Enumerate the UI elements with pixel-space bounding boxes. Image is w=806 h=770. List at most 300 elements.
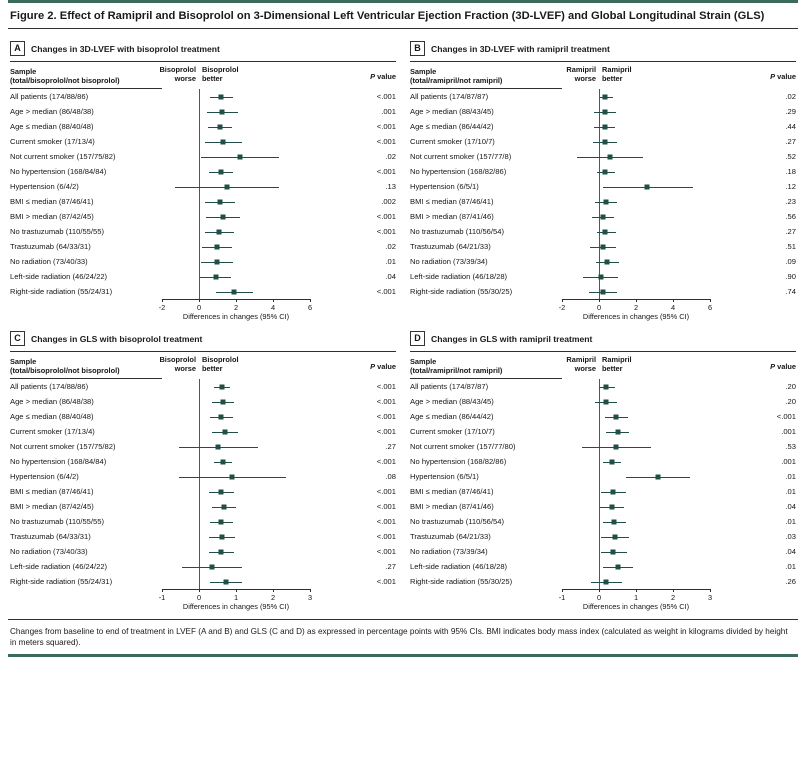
row-plot-cell [162, 224, 350, 239]
row-plot-cell [562, 559, 750, 574]
zero-reference-line [199, 149, 200, 164]
table-row [410, 239, 796, 254]
row-sample-label: No radiation (73/40/33) [10, 547, 88, 556]
point-estimate-marker [598, 274, 603, 279]
row-sample-label: No hypertension (168/82/86) [410, 457, 507, 466]
axis-row [410, 299, 796, 325]
point-estimate-marker [612, 534, 617, 539]
point-estimate-marker [221, 139, 226, 144]
table-row [10, 149, 396, 164]
row-pvalue: <.001 [376, 547, 396, 556]
row-pvalue: .01 [785, 487, 796, 496]
row-sample-label: BMI > median (87/42/45) [10, 502, 94, 511]
row-pvalue: .12 [785, 182, 796, 191]
x-axis-title: Differences in changes (95% CI) [182, 602, 290, 611]
row-plot-cell [562, 164, 750, 179]
row-pvalue: .20 [785, 382, 796, 391]
zero-reference-line [199, 529, 200, 544]
row-sample-label: BMI > median (87/42/45) [10, 212, 94, 221]
row-pvalue: .002 [381, 197, 396, 206]
x-axis [558, 299, 750, 325]
direction-labels-header [159, 65, 350, 88]
zero-reference-line [199, 239, 200, 254]
axis-spacer-left [410, 299, 562, 325]
point-estimate-marker [604, 399, 609, 404]
table-row [410, 499, 796, 514]
panel-b [410, 35, 796, 325]
point-estimate-marker [219, 519, 224, 524]
axis-tick-label: 1 [633, 593, 639, 602]
panel-divider [10, 61, 396, 62]
table-row [410, 254, 796, 269]
row-plot-cell [162, 134, 350, 149]
row-pvalue: <.001 [776, 412, 796, 421]
row-pvalue: .13 [385, 182, 396, 191]
row-pvalue: .001 [781, 427, 796, 436]
table-row [410, 134, 796, 149]
panel-d [410, 325, 796, 615]
axis-spacer-left [10, 299, 162, 325]
row-plot-cell [162, 239, 350, 254]
point-estimate-marker [214, 244, 219, 249]
row-plot-cell [562, 454, 750, 469]
row-pvalue: <.001 [376, 427, 396, 436]
table-row [410, 119, 796, 134]
table-row [10, 134, 396, 149]
point-estimate-marker [219, 414, 224, 419]
zero-reference-line [599, 424, 600, 439]
row-plot-cell [162, 439, 350, 454]
axis-tick [636, 589, 637, 592]
row-pvalue: .08 [385, 472, 396, 481]
table-row [10, 544, 396, 559]
row-sample-label: Right-side radiation (55/30/25) [410, 577, 513, 586]
figure-title: Figure 2. Effect of Ramipril and Bisoprolol on 3-Dimensional Left Ventricular Ejection Fraction (3D-LVEF) and Global Longitudinal Strain (GLS) [10, 10, 765, 22]
point-estimate-marker [219, 534, 224, 539]
row-plot-cell [162, 409, 350, 424]
point-estimate-marker [600, 289, 605, 294]
axis-spacer-right [750, 299, 796, 325]
point-estimate-marker [230, 474, 235, 479]
point-estimate-marker [645, 184, 650, 189]
x-axis-title: Differences in changes (95% CI) [182, 312, 290, 321]
better-label: Bisoprolol better [202, 355, 239, 373]
zero-reference-line [199, 544, 200, 559]
row-sample-label: Age > median (86/48/38) [10, 107, 94, 116]
zero-reference-line [599, 409, 600, 424]
point-estimate-marker [219, 169, 224, 174]
row-plot-cell [562, 104, 750, 119]
row-plot-cell [162, 574, 350, 589]
row-pvalue: .01 [785, 517, 796, 526]
row-plot-cell [562, 574, 750, 589]
axis-tick-label: 0 [196, 593, 202, 602]
axis-tick-label: 0 [196, 303, 202, 312]
row-sample-label: Trastuzumab (64/33/31) [10, 532, 91, 541]
row-pvalue: <.001 [376, 517, 396, 526]
row-pvalue: <.001 [376, 382, 396, 391]
row-plot-cell [162, 484, 350, 499]
row-pvalue: <.001 [376, 457, 396, 466]
x-axis-title: Differences in changes (95% CI) [582, 602, 690, 611]
row-pvalue: <.001 [376, 227, 396, 236]
panel-a [10, 35, 396, 325]
row-plot-cell [162, 104, 350, 119]
row-pvalue: <.001 [376, 487, 396, 496]
forest-table [410, 66, 796, 325]
table-row [10, 179, 396, 194]
figure-footnote: Changes from baseline to end of treatment in LVEF (A and B) and GLS (C and D) as expressed in percentage points with 95% CIs. BMI indicates body mass index (calculated as weight in kilograms divided by height in meters squared). [10, 627, 788, 648]
point-estimate-marker [219, 384, 224, 389]
axis-tick-label: 0 [596, 303, 602, 312]
zero-reference-line [199, 104, 200, 119]
sample-column-header: Sample (total/ramipril/not ramipril) [410, 67, 503, 85]
row-sample-label: Not current smoker (157/75/82) [10, 152, 116, 161]
axis-tick [673, 589, 674, 592]
row-pvalue: .03 [785, 532, 796, 541]
zero-reference-line [199, 89, 200, 104]
table-header-row [410, 356, 796, 378]
row-plot-cell [162, 559, 350, 574]
point-estimate-marker [218, 124, 223, 129]
row-plot-cell [562, 284, 750, 299]
worse-label: Bisoprolol worse [159, 355, 196, 373]
row-sample-label: Age ≤ median (86/44/42) [410, 412, 494, 421]
point-estimate-marker [213, 274, 218, 279]
axis-spacer-left [10, 589, 162, 615]
table-row [410, 179, 796, 194]
point-estimate-marker [656, 474, 661, 479]
pvalue-column-header: P value [770, 361, 796, 371]
point-estimate-marker [604, 579, 609, 584]
axis-tick-label: 6 [307, 303, 313, 312]
row-plot-cell [562, 254, 750, 269]
table-row [410, 194, 796, 209]
table-row [410, 89, 796, 104]
row-pvalue: <.001 [376, 412, 396, 421]
row-pvalue: .51 [785, 242, 796, 251]
row-sample-label: BMI ≤ median (87/46/41) [410, 197, 494, 206]
pvalue-column-header: P value [370, 361, 396, 371]
row-pvalue: .26 [785, 577, 796, 586]
row-plot-cell [162, 209, 350, 224]
sample-column-header: Sample (total/ramipril/not ramipril) [410, 357, 503, 375]
axis-tick [562, 299, 563, 302]
row-plot-cell [162, 499, 350, 514]
table-row [10, 104, 396, 119]
axis-spacer-left [410, 589, 562, 615]
direction-labels-header [562, 66, 750, 88]
zero-reference-line [199, 164, 200, 179]
direction-labels-header [562, 356, 750, 378]
row-pvalue: .20 [785, 397, 796, 406]
row-plot-cell [162, 529, 350, 544]
row-plot-cell [162, 469, 350, 484]
row-pvalue: .01 [785, 472, 796, 481]
row-sample-label: Age > median (88/43/45) [410, 397, 494, 406]
row-sample-label: Right-side radiation (55/24/31) [10, 287, 113, 296]
axis-row [410, 589, 796, 615]
row-plot-cell [162, 544, 350, 559]
row-sample-label: Left-side radiation (46/18/28) [410, 272, 508, 281]
row-sample-label: No hypertension (168/82/86) [410, 167, 507, 176]
row-plot-cell [162, 164, 350, 179]
panel-letter: B [410, 41, 425, 56]
row-sample-label: Not current smoker (157/77/80) [410, 442, 516, 451]
row-sample-label: No hypertension (168/84/84) [10, 457, 107, 466]
table-row [410, 559, 796, 574]
table-row [410, 529, 796, 544]
row-sample-label: Right-side radiation (55/24/31) [10, 577, 113, 586]
zero-reference-line [199, 394, 200, 409]
axis-tick [710, 299, 711, 302]
panel-header [410, 41, 796, 56]
table-row [410, 424, 796, 439]
row-plot-cell [562, 209, 750, 224]
row-sample-label: Not current smoker (157/77/8) [410, 152, 512, 161]
table-header-row [410, 66, 796, 88]
axis-tick [199, 299, 200, 302]
row-sample-label: Current smoker (17/13/4) [10, 137, 95, 146]
point-estimate-marker [611, 519, 616, 524]
row-pvalue: .001 [381, 107, 396, 116]
row-pvalue: .27 [785, 227, 796, 236]
table-header-row [10, 66, 396, 88]
zero-reference-line [199, 424, 200, 439]
axis-tick-label: -2 [558, 303, 566, 312]
axis-tick [599, 589, 600, 592]
point-estimate-marker [611, 489, 616, 494]
row-plot-cell [162, 394, 350, 409]
point-estimate-marker [615, 429, 620, 434]
row-plot-cell [562, 149, 750, 164]
direction-labels-header [159, 355, 350, 378]
point-estimate-marker [611, 549, 616, 554]
forest-table [10, 66, 396, 325]
row-plot-cell [562, 439, 750, 454]
table-row [410, 379, 796, 394]
row-pvalue: <.001 [376, 532, 396, 541]
row-pvalue: .23 [785, 197, 796, 206]
pvalue-column-header: P value [770, 71, 796, 81]
row-plot-cell [162, 194, 350, 209]
zero-reference-line [599, 454, 600, 469]
row-plot-cell [562, 514, 750, 529]
point-estimate-marker [603, 169, 608, 174]
point-estimate-marker [609, 459, 614, 464]
row-pvalue: <.001 [376, 502, 396, 511]
zero-reference-line [599, 179, 600, 194]
row-pvalue: .02 [385, 152, 396, 161]
axis-row [10, 589, 396, 615]
row-sample-label: All patients (174/88/86) [10, 92, 89, 101]
row-plot-cell [162, 254, 350, 269]
row-sample-label: Left-side radiation (46/24/22) [10, 562, 108, 571]
zero-reference-line [199, 284, 200, 299]
point-estimate-marker [223, 579, 228, 584]
axis-tick [236, 589, 237, 592]
row-pvalue: .90 [785, 272, 796, 281]
point-estimate-marker [221, 214, 226, 219]
row-plot-cell [162, 119, 350, 134]
axis-tick [273, 589, 274, 592]
row-pvalue: <.001 [376, 212, 396, 221]
table-row [10, 224, 396, 239]
axis-spacer-right [350, 299, 396, 325]
zero-reference-line [199, 209, 200, 224]
table-row [10, 439, 396, 454]
point-estimate-marker [613, 444, 618, 449]
worse-label: Ramipril worse [566, 355, 596, 373]
table-row [10, 514, 396, 529]
row-sample-label: All patients (174/87/87) [410, 382, 489, 391]
row-sample-label: Right-side radiation (55/30/25) [410, 287, 513, 296]
table-row [410, 514, 796, 529]
row-plot-cell [162, 379, 350, 394]
zero-reference-line [599, 469, 600, 484]
row-sample-label: Not current smoker (157/75/82) [10, 442, 116, 451]
row-plot-cell [562, 239, 750, 254]
table-row [10, 379, 396, 394]
worse-label: Ramipril worse [566, 65, 596, 83]
x-axis [158, 299, 350, 325]
row-sample-label: BMI ≤ median (87/46/41) [10, 197, 94, 206]
point-estimate-marker [221, 399, 226, 404]
row-sample-label: All patients (174/88/86) [10, 382, 89, 391]
row-pvalue: .09 [785, 257, 796, 266]
row-sample-label: No radiation (73/39/34) [410, 547, 488, 556]
row-plot-cell [562, 119, 750, 134]
point-estimate-marker [232, 289, 237, 294]
table-row [10, 119, 396, 134]
row-plot-cell [562, 409, 750, 424]
axis-tick [273, 299, 274, 302]
row-sample-label: Age ≤ median (86/44/42) [410, 122, 494, 131]
row-plot-cell [562, 469, 750, 484]
row-pvalue: .27 [385, 442, 396, 451]
row-plot-cell [562, 379, 750, 394]
row-sample-label: Left-side radiation (46/18/28) [410, 562, 508, 571]
row-plot-cell [562, 179, 750, 194]
axis-tick-label: -1 [558, 593, 566, 602]
row-pvalue: .52 [785, 152, 796, 161]
panel-letter: D [410, 331, 425, 346]
row-plot-cell [162, 179, 350, 194]
zero-reference-line [199, 119, 200, 134]
x-axis-title: Differences in changes (95% CI) [582, 312, 690, 321]
x-axis [158, 589, 350, 615]
axis-tick-label: 2 [633, 303, 639, 312]
row-plot-cell [162, 514, 350, 529]
panel-c [10, 325, 396, 615]
row-pvalue: <.001 [376, 122, 396, 131]
row-pvalue: .04 [385, 272, 396, 281]
table-row [10, 424, 396, 439]
row-sample-label: BMI ≤ median (87/46/41) [410, 487, 494, 496]
point-estimate-marker [224, 184, 229, 189]
row-pvalue: <.001 [376, 287, 396, 296]
panel-divider [10, 351, 396, 352]
row-plot-cell [562, 394, 750, 409]
row-plot-cell [562, 269, 750, 284]
row-plot-cell [162, 424, 350, 439]
sample-column-header: Sample (total/bisoprolol/not bisoprolol) [10, 357, 120, 375]
row-pvalue: .56 [785, 212, 796, 221]
zero-reference-line [199, 194, 200, 209]
table-row [10, 164, 396, 179]
row-plot-cell [562, 224, 750, 239]
table-row [10, 484, 396, 499]
panel-header [10, 331, 396, 346]
axis-tick-label: 2 [670, 593, 676, 602]
point-estimate-marker [604, 384, 609, 389]
table-row [410, 164, 796, 179]
table-row [410, 149, 796, 164]
row-pvalue: .44 [785, 122, 796, 131]
row-sample-label: Hypertension (6/5/1) [410, 472, 479, 481]
point-estimate-marker [222, 429, 227, 434]
point-estimate-marker [609, 504, 614, 509]
zero-reference-line [199, 379, 200, 394]
table-row [10, 254, 396, 269]
point-estimate-marker [219, 489, 224, 494]
point-estimate-marker [237, 154, 242, 159]
point-estimate-marker [602, 124, 607, 129]
point-estimate-marker [605, 259, 610, 264]
axis-tick [310, 299, 311, 302]
point-estimate-marker [219, 549, 224, 554]
better-label: Ramipril better [602, 355, 632, 373]
point-estimate-marker [215, 444, 220, 449]
forest-table [10, 356, 396, 615]
axis-tick [199, 589, 200, 592]
zero-reference-line [199, 254, 200, 269]
row-sample-label: Current smoker (17/10/7) [410, 137, 495, 146]
table-header-row [10, 356, 396, 378]
panel-divider [410, 61, 796, 62]
table-row [410, 269, 796, 284]
better-label: Bisoprolol better [202, 65, 239, 83]
table-row [410, 574, 796, 589]
zero-reference-line [599, 484, 600, 499]
table-row [410, 224, 796, 239]
zero-reference-line [199, 409, 200, 424]
point-estimate-marker [600, 244, 605, 249]
axis-tick [710, 589, 711, 592]
row-plot-cell [162, 284, 350, 299]
axis-tick-label: 3 [307, 593, 313, 602]
row-sample-label: Trastuzumab (64/21/33) [410, 242, 491, 251]
point-estimate-marker [608, 154, 613, 159]
zero-reference-line [599, 529, 600, 544]
row-sample-label: All patients (174/87/87) [410, 92, 489, 101]
row-plot-cell [562, 484, 750, 499]
row-sample-label: BMI > median (87/41/46) [410, 212, 494, 221]
table-row [10, 559, 396, 574]
row-sample-label: BMI > median (87/41/46) [410, 502, 494, 511]
row-plot-cell [162, 454, 350, 469]
row-plot-cell [562, 529, 750, 544]
row-pvalue: .27 [385, 562, 396, 571]
row-sample-label: Age ≤ median (88/40/48) [10, 122, 94, 131]
axis-tick-label: 2 [270, 593, 276, 602]
row-sample-label: Hypertension (6/4/2) [10, 472, 79, 481]
row-pvalue: .27 [785, 137, 796, 146]
panel-grid [0, 29, 806, 615]
row-sample-label: Hypertension (6/4/2) [10, 182, 79, 191]
row-sample-label: No trastuzumab (110/56/54) [410, 227, 504, 236]
table-row [410, 209, 796, 224]
